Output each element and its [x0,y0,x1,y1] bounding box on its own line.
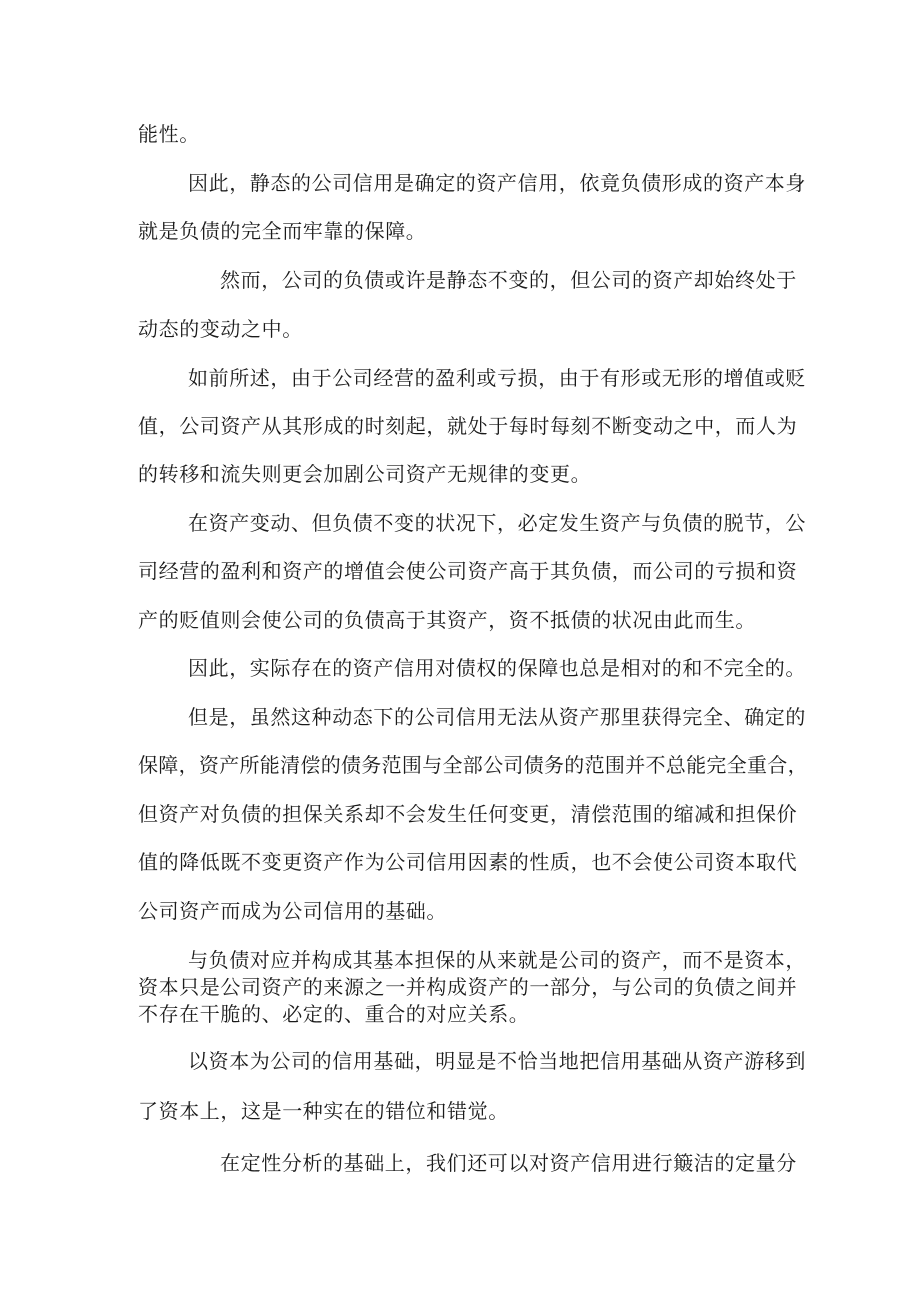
paragraph-7-line-5: 公司资产而成为公司信用的基础。 [138,899,447,923]
paragraph-7-line-4: 值的降低既不变更资产作为公司信用因素的性质，也不会使公司资本取代 [138,850,798,874]
paragraph-1-line-1: 能性。 [138,122,200,146]
paragraph-10-line-1: 在定性分析的基础上，我们还可以对资产信用进行簸洁的定量分 [220,1151,797,1175]
paragraph-7-line-2: 保障，资产所能清偿的债务范围与全部公司债务的范围并不总能完全重合， [138,753,808,777]
paragraph-2-line-2: 就是负债的完全而牢靠的保障。 [138,219,427,243]
paragraph-5-line-2: 司经营的盈利和资产的增值会使公司资产高于其负债，而公司的亏损和资 [138,559,798,583]
paragraph-2-line-1: 因此，静态的公司信用是确定的资产信用，依竟负债形成的资产本身 [188,171,806,195]
paragraph-4-line-2: 值，公司资产从其形成的时刻起，就处于每时每刻不断变动之中，而人为 [138,414,798,438]
paragraph-8-line-1: 与负债对应并构成其基本担保的从来就是公司的资产，而不是资本， [188,948,806,972]
paragraph-8-line-2: 资本只是公司资产的来源之一并构成资产的一部分，与公司的负债之间并 [138,975,798,999]
paragraph-5-line-3: 产的贬值则会使公司的负债高于其资产，资不抵债的状况由此而生。 [138,608,756,632]
paragraph-7-line-1: 但是，虽然这种动态下的公司信用无法从资产那里获得完全、确定的 [188,705,806,729]
paragraph-7-line-3: 但资产对负债的担保关系却不会发生任何变更，清偿范围的缩减和担保价 [138,802,798,826]
paragraph-9-line-1: 以资本为公司的信用基础，明显是不恰当地把信用基础从资产游移到 [188,1049,806,1073]
paragraph-4-line-1: 如前所述，由于公司经营的盈利或亏损，由于有形或无形的增值或贬 [188,366,806,390]
paragraph-8-line-3: 不存在干脆的、必定的、重合的对应关系。 [138,1002,530,1026]
paragraph-3-line-1: 然而，公司的负债或许是静态不变的，但公司的资产却始终处于 [220,268,797,292]
paragraph-3-line-2: 动态的变动之中。 [138,317,303,341]
paragraph-5-line-1: 在资产变动、但负债不变的状况下，必定发生资产与负债的脱节，公 [188,511,806,535]
paragraph-9-line-2: 了资本上，这是一种实在的错位和错觉。 [138,1099,509,1123]
paragraph-4-line-3: 的转移和流失则更会加剧公司资产无规律的变更。 [138,462,592,486]
paragraph-6-line-1: 因此，实际存在的资产信用对债权的保障也总是相对的和不完全的。 [188,656,806,680]
